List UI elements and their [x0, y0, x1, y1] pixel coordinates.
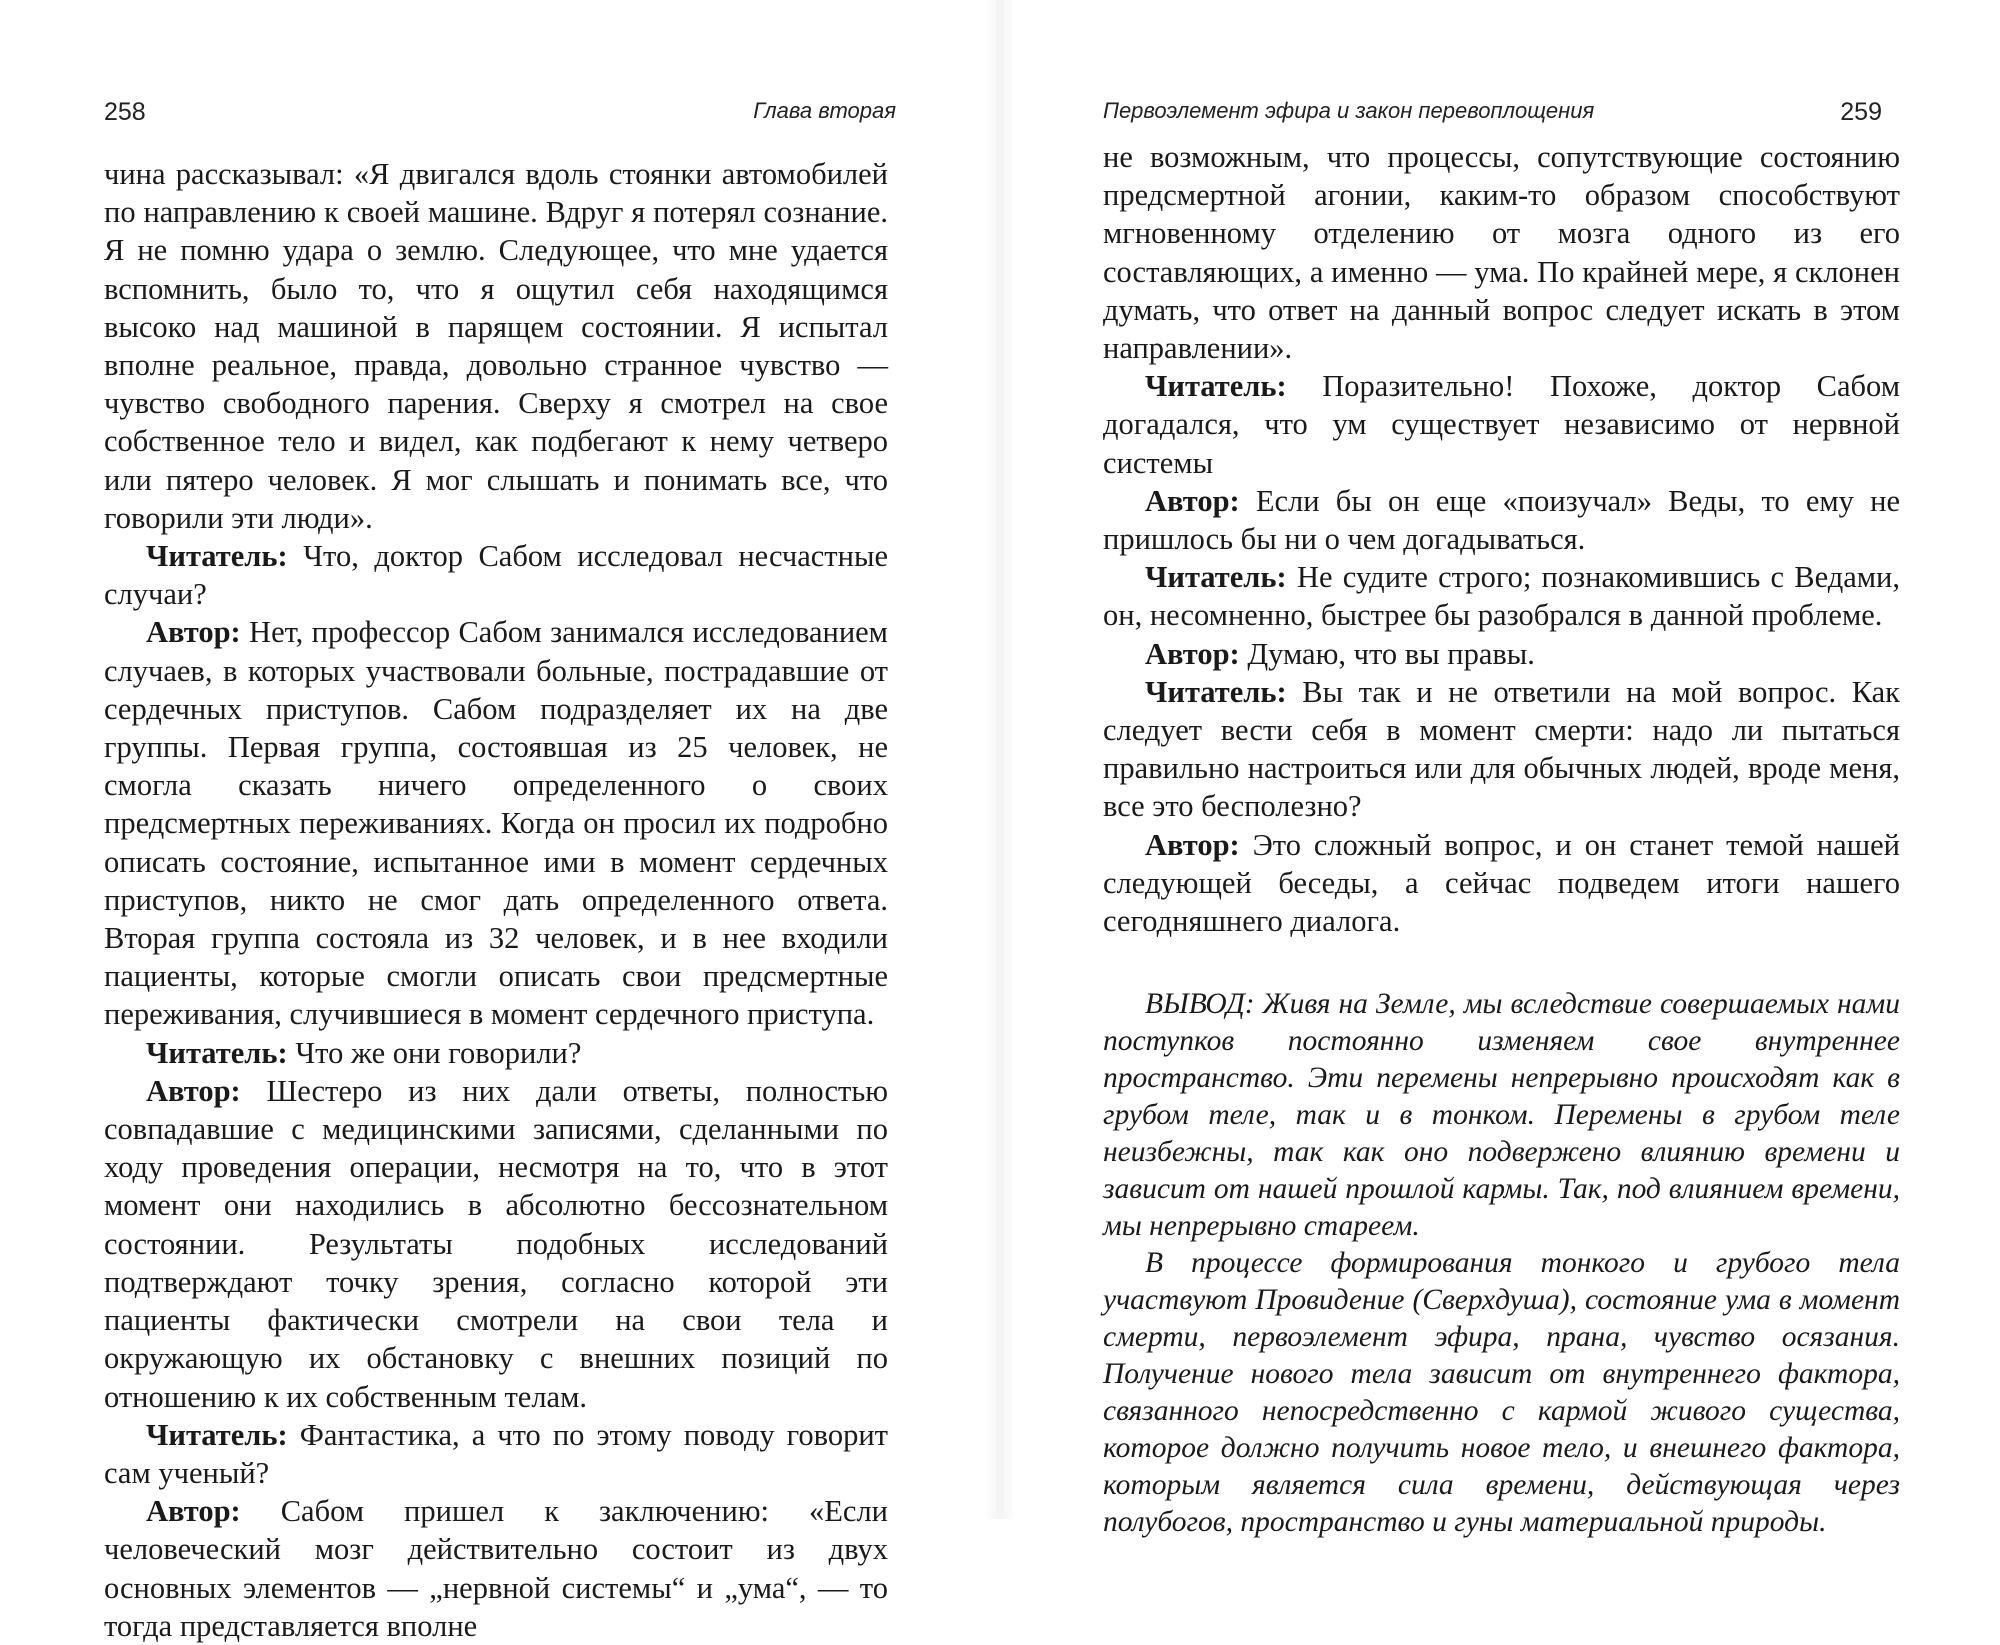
paragraph-text: Нет, профессор Сабом занимался исследованием случаев, в которых участвовали больные, пострадавшие от сердечных приступов. Сабом подразделяет их на две группы. Первая группа, состоявшая из 25 человек, не смогла сказать ничего определенного о своих предсмертных переживаниях. Когда он просил их подробно описать состояние, испытанное ими в момент сердечных приступов, никто не смог дать определенного ответа. Вторая группа состояла из 32 человек, и в нее входили пациенты, которые смогли описать свои предсмертные переживания, случившиеся в момент сердечного приступа.	[104, 615, 888, 1032]
page-body	[104, 155, 888, 1645]
paragraph-text: Поразительно! Похоже, доктор Сабом догадался, что ум существует независимо от нервной системы	[1103, 369, 1900, 480]
speaker-label: Автор:	[1145, 636, 1240, 671]
paragraph	[104, 155, 888, 537]
speaker-label: Читатель:	[1145, 560, 1287, 595]
running-header: Глава вторая	[753, 98, 896, 123]
paragraph	[1103, 558, 1900, 634]
speaker-label: Читатель:	[146, 1417, 288, 1452]
left-page	[0, 0, 1000, 1643]
speaker-label: Читатель:	[146, 539, 288, 574]
paragraph	[104, 1072, 888, 1416]
conclusion-paragraph: В процессе формирования тонкого и грубого тела участвуют Провидение (Сверхдуша), состояние ума в момент смерти, первоэлемент эфира, прана, чувство осязания. Получение нового тела зависит от внутреннего фактора, связанного непосредственно с кармой живого существа, которое должно получить новое тело, и внешнего фактора, которым является сила времени, действующая через полубогов, пространство и гуны материальной природы.	[1103, 1247, 1900, 1539]
paragraph	[1103, 673, 1900, 826]
paragraph	[1103, 482, 1900, 558]
running-header: Первоэлемент эфира и закон перевоплощения	[1103, 98, 1595, 123]
paragraph-text: Не судите строго; познакомившись с Ведами, он, несомненно, быстрее бы разобрался в данной проблеме.	[1103, 560, 1901, 633]
paragraph-text: Думаю, что вы правы.	[1247, 636, 1535, 671]
conclusion-paragraph: ВЫВОД: Живя на Земле, мы вследствие совершаемых нами поступков постоянно изменяем свое внутреннее пространство. Эти перемены непрерывно происходят как в грубом теле, так и в тонком. Перемены в грубом теле неизбежны, так как оно подвержено влиянию времени и зависит от нашей прошлой кармы. Так, под влиянием времени, мы непрерывно стареем.	[1103, 988, 1900, 1243]
paragraph	[104, 613, 888, 1033]
right-page	[1000, 0, 2000, 1539]
paragraph	[104, 537, 888, 613]
speaker-label: Автор:	[146, 1494, 241, 1529]
conclusion-block	[1103, 986, 1900, 1541]
page-body	[1103, 138, 1900, 1541]
paragraph	[1103, 635, 1900, 673]
paragraph	[104, 1416, 888, 1492]
paragraph-text: не возможным, что процессы, сопутствующие состоянию предсмертной агонии, каким-то образом способствуют мгновенному отделению от мозга одного из его составляющих, а именно — ума. По крайней мере, я склонен думать, что ответ на данный вопрос следует искать в этом направлении».	[1103, 140, 1900, 366]
paragraph-text: Что, доктор Сабом исследовал несчастные случаи?	[104, 539, 888, 612]
paragraph-text: Шестеро из них дали ответы, полностью совпадавшие с медицинскими записями, сделанными по ходу проведения операции, несмотря на то, что в этот момент они находились в абсолютно бессознательном состоянии. Результаты подобных исследований подтверждают точку зрения, согласно которой эти пациенты фактически смотрели на свои тела и окружающую их обстановку с внешних позиций по отношению к их собственным телам.	[104, 1073, 889, 1414]
speaker-label: Автор:	[1145, 483, 1240, 518]
paragraph-text: Это сложный вопрос, и он станет темой нашей следующей беседы, а сейчас подведем итоги нашего сегодняшнего диалога.	[1103, 827, 1901, 939]
paragraph	[1103, 367, 1900, 482]
paragraph	[1103, 138, 1900, 367]
page-number: 259	[1840, 98, 1882, 126]
speaker-label: Автор:	[146, 615, 241, 650]
paragraph-text: Что же они говорили?	[295, 1035, 582, 1070]
speaker-label: Автор:	[146, 1073, 241, 1108]
paragraph	[104, 1034, 888, 1072]
paragraph-text: Сабом пришел к заключению: «Если человеческий мозг действительно состоит из двух основных элементов — „нервной системы“ и „ума“, — то тогда представляется вполне	[104, 1494, 888, 1643]
speaker-label: Читатель:	[146, 1035, 288, 1070]
paragraph	[104, 1492, 888, 1645]
page-number: 258	[104, 98, 146, 126]
paragraph-text: чина рассказывал: «Я двигался вдоль стоянки автомобилей по направлению к своей машине. Вдруг я потерял сознание. Я не помню удара о землю. Следующее, что мне удается вспомнить, было то, что я ощутил себя находящимся высоко над машиной в парящем состоянии. Я испытал вполне реальное, правда, довольно странное чувство — чувство свободного парения. Сверху я смотрел на свое собственное тело и видел, как подбегают к нему четверо или пятеро человек. Я мог слышать и понимать все, что говорили эти люди».	[104, 157, 888, 535]
paragraph-text: Фантастика, а что по этому поводу говорит сам ученый?	[104, 1417, 889, 1490]
paragraph-text: Вы так и не ответили на мой вопрос. Как следует вести себя в момент смерти: надо ли пытаться правильно настроиться или для обычных людей, вроде меня, все это бесполезно?	[1103, 674, 1901, 824]
speaker-label: Читатель:	[1145, 369, 1287, 404]
speaker-label: Читатель:	[1145, 674, 1287, 709]
paragraph-text: Если бы он еще «поизучал» Веды, то ему не пришлось бы ни о чем догадываться.	[1103, 483, 1900, 557]
paragraph	[1103, 826, 1900, 941]
speaker-label: Автор:	[1145, 827, 1240, 862]
